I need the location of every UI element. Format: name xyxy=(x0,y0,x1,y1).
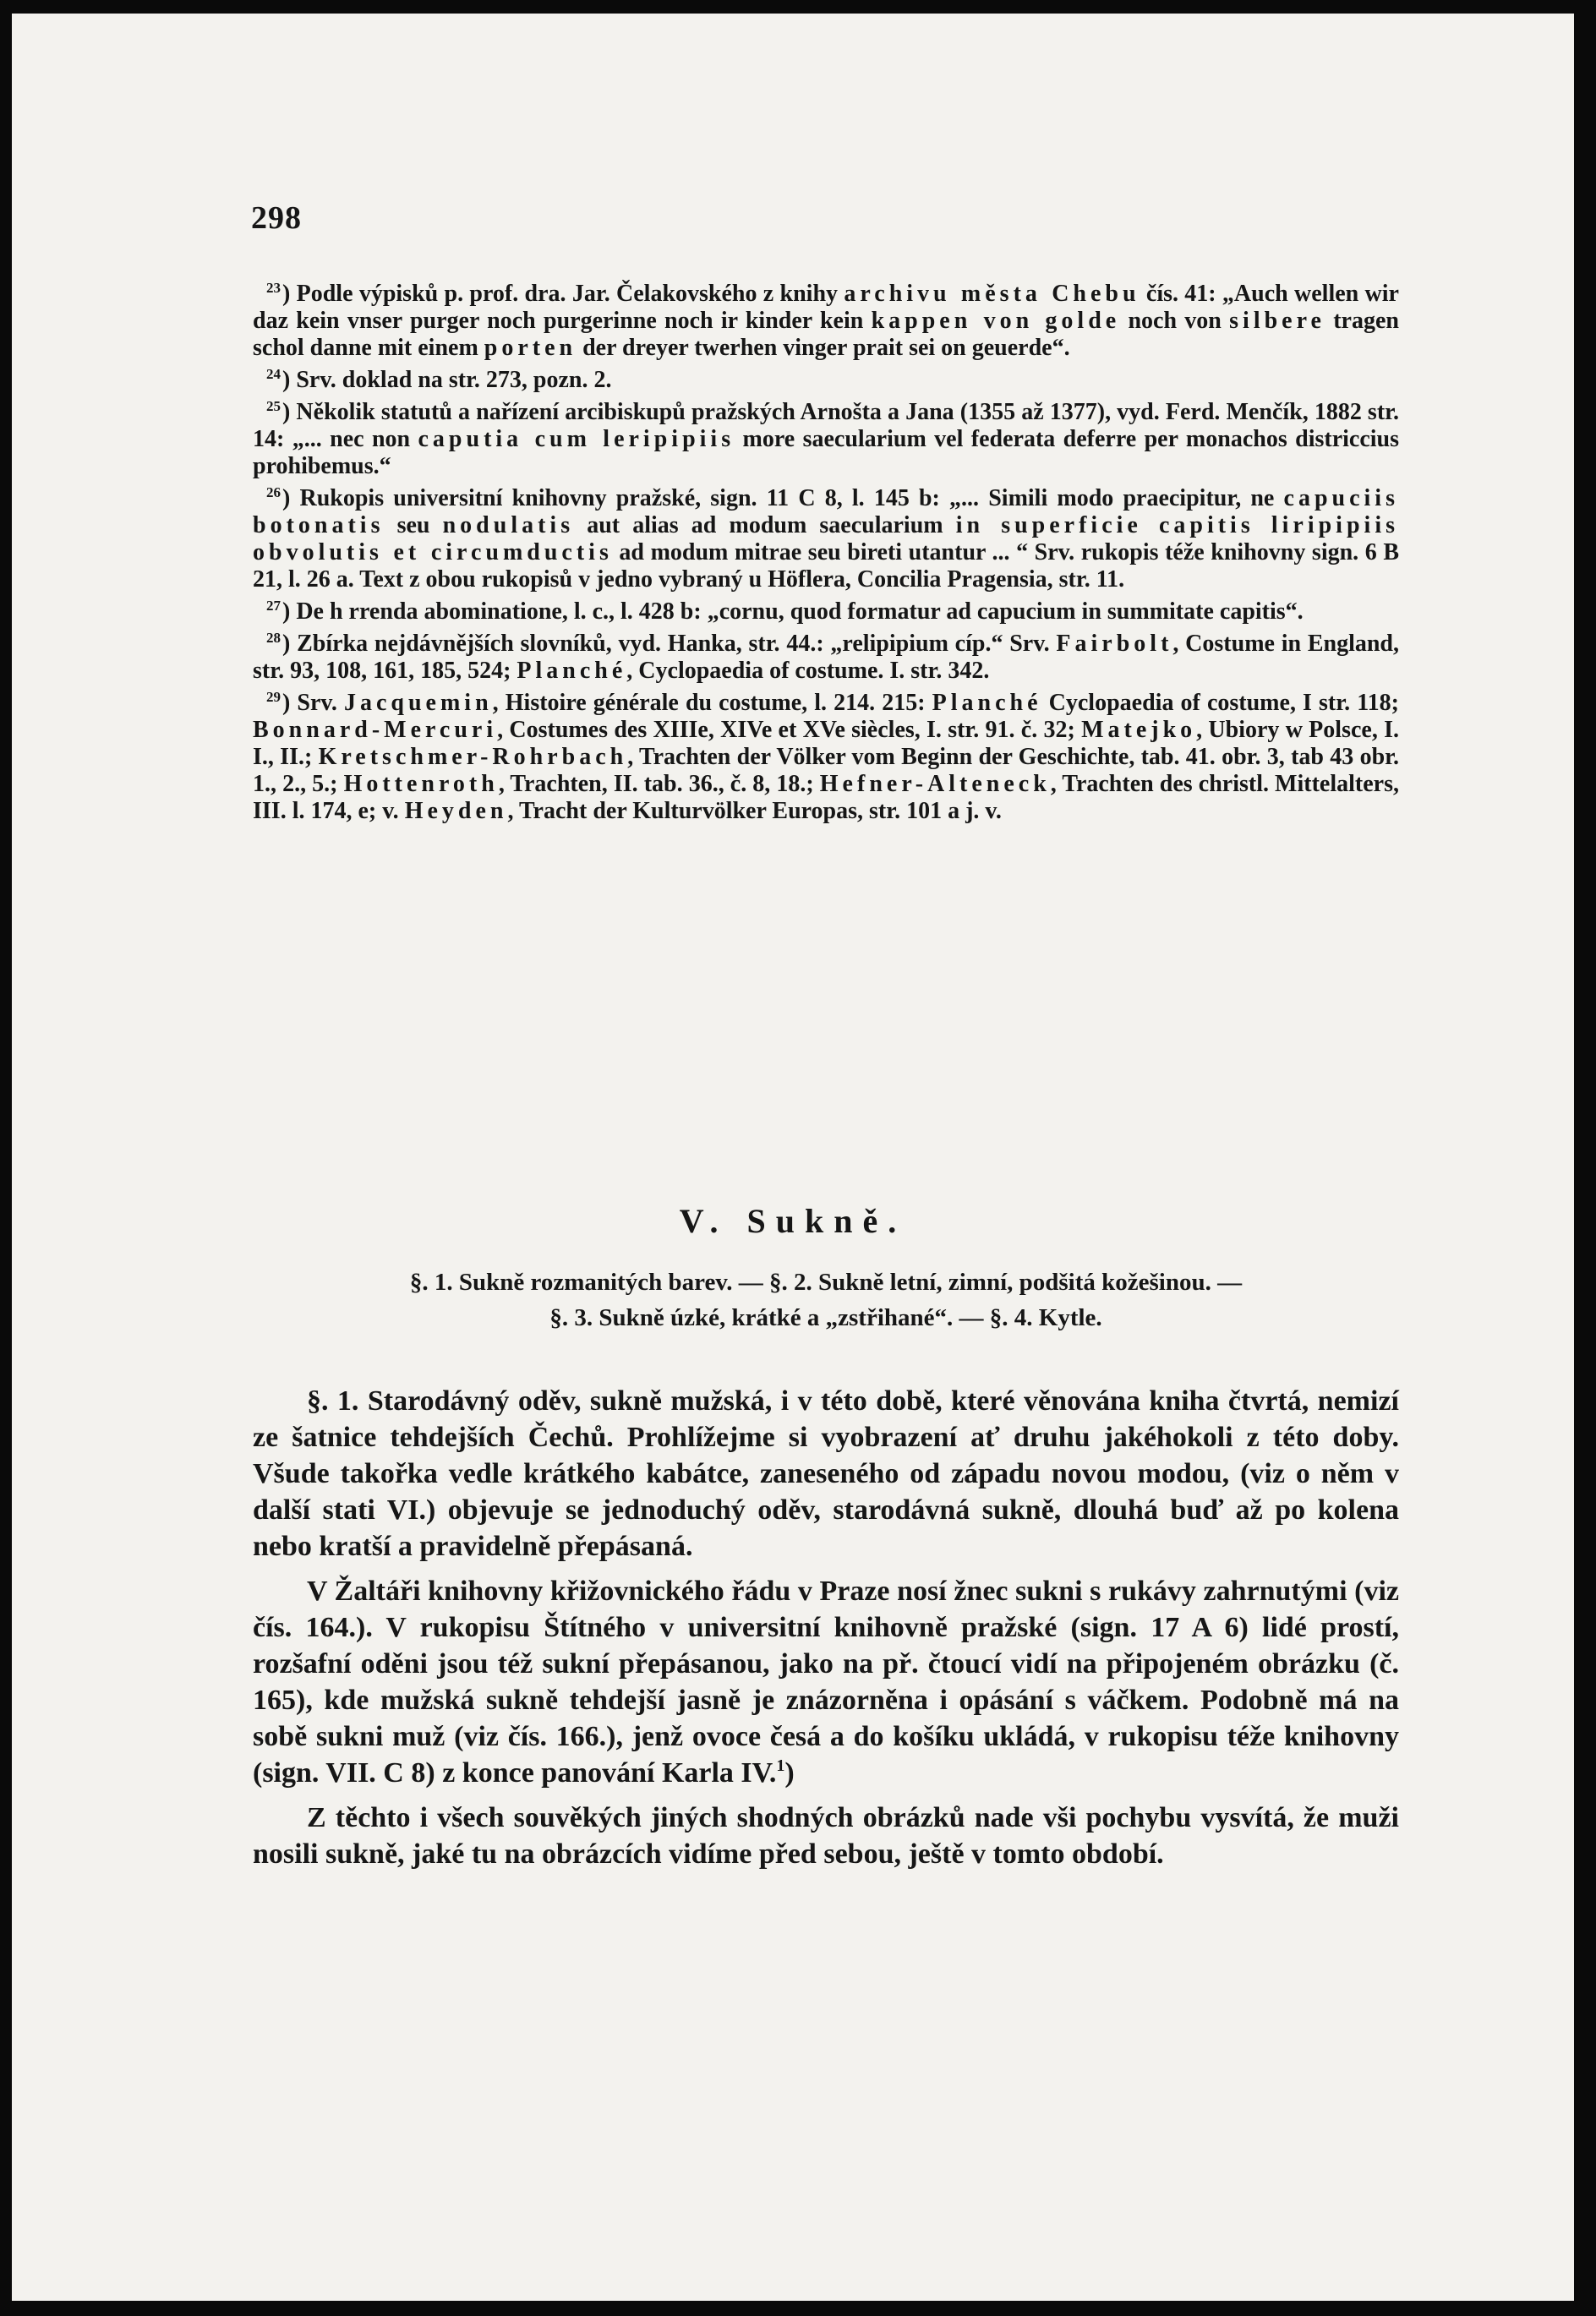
footnote-text: , Tracht der Kulturvölker Europas, str. 101 a j. v. xyxy=(507,798,1002,824)
section-summary xyxy=(253,1265,1399,1336)
footnote-text: der dreyer twerhen vinger prait sei on geuerde“. xyxy=(577,335,1070,361)
footnote xyxy=(253,598,1399,625)
footnote-text: ) Několik statutů a nařízení arcibiskupů pražských Arnošta a Jana (1355 až 1377), vyd. Ferd. Menčík, 1882 str. 14: „... nec non xyxy=(253,399,1399,452)
paragraph-text: V Žaltáři knihovny křižovnického řádu v Praze nosí žnec sukni s rukávy zahrnutými (viz čís. 164.). V rukopisu Štítného v universitní knihovně pražské (sign. 17 A 6) lidé prostí, rozšafní oděni jsou též sukní přepásanou, jako na př. čtoucí vidí na připojeném obrázku (č. 165), kde mužská sukně tehdejší jasně je znázorněna i opásání s váčkem. Podobně má na sobě sukni muž (viz čís. 166.), jenž ovoce česá a do košíku ukládá, v rukopisu téže knihovny (sign. VII. C 8) z konce panování Karla IV. xyxy=(253,1576,1399,1789)
footnote-number: 25 xyxy=(266,398,281,414)
paragraph-text: Z těchto i všech souvěkých jiných shodných obrázků nade vši pochybu vysvítá, že muži nosili sukně, jaké tu na obrázcích vidíme před sebou, ještě v tomto období. xyxy=(253,1802,1399,1870)
footnote-number: 26 xyxy=(266,484,281,500)
footnote-spaced-text: capuciis botonatis xyxy=(253,485,1399,538)
footnote-text: , Cyclopaedia of costume. I. str. 342. xyxy=(626,658,990,684)
footnote-spaced-text: nodulatis xyxy=(442,512,575,538)
footnote-spaced-text: caputia cum leripipiis xyxy=(418,426,735,452)
section-heading: V. Sukně. xyxy=(679,1202,907,1240)
footnote xyxy=(253,485,1399,593)
footnote-text: Cyclopaedia of costume, I str. 118; xyxy=(1041,690,1399,716)
footnote-text: more saecularium vel federata deferre per monachos districcius prohibemus.“ xyxy=(253,426,1399,479)
footnote-ref: 1 xyxy=(776,1756,785,1775)
footnote-text: , Costume in England, str. 93, 108, 161, 185, 524; xyxy=(253,631,1399,684)
footnote xyxy=(253,690,1399,825)
summary-line: §. 1. Sukně rozmanitých barev. — §. 2. Sukně letní, zimní, podšitá kožešinou. — xyxy=(409,1269,1243,1296)
footnote-spaced-text: in superficie capitis liripipiis obvolutis et circumductis xyxy=(253,512,1399,565)
footnote-text: , Trachten, II. tab. 36., č. 8, 18.; xyxy=(498,771,820,797)
footnote-text: tragen schol danne mit einem xyxy=(253,308,1399,361)
footnote-spaced-text: Hefner-Alteneck xyxy=(819,771,1051,797)
footnote-spaced-text: Matejko xyxy=(1081,717,1197,743)
document-page xyxy=(12,14,1574,2301)
footnote xyxy=(253,631,1399,685)
footnote xyxy=(253,281,1399,362)
summary-line: §. 3. Sukně úzké, krátké a „zstřihané“. — §. 4. Kytle. xyxy=(549,1304,1102,1331)
footnote-spaced-text: Hottenroth xyxy=(343,771,499,797)
footnote-text: ad modum mitrae seu bireti utantur ... “ Srv. rukopis téže knihovny sign. 6 B 21, l. 26 a. Text z obou rukopisů v jedno vybraný u Höflera, Concilia Pragensia, str. 11. xyxy=(253,539,1400,593)
footnote-text: čís. 41: „Auch wellen wir daz kein vnser purger noch purgerinne noch ir kinder kein xyxy=(253,281,1399,334)
paragraph-text: ) xyxy=(784,1757,795,1789)
footnote xyxy=(253,367,1399,394)
footnote-spaced-text: Kretschmer-Rohrbach xyxy=(318,744,628,770)
footnote-number: 27 xyxy=(266,598,281,614)
footnote-spaced-text: kappen von golde xyxy=(871,308,1121,334)
footnote-text: ) Srv. xyxy=(282,690,344,716)
footnote-text: aut alias ad modum saecularium xyxy=(574,512,956,538)
paragraph xyxy=(253,1573,1399,1791)
paragraph-text: §. 1. Starodávný oděv, sukně mužská, i v této době, které věnována kniha čtvrtá, nemizí ze šatnice tehdejších Čechů. Prohlížejme si vyobrazení ať druhu jakéhokoli z této doby. Všude takořka vedle krátkého kabátce, zaneseného od západu novou modou, (viz o něm v další stati VI.) objevuje se jednoduchý oděv, starodávná sukně, dlouhá buď až po kolena nebo kratší a pravidelně přepásaná. xyxy=(253,1385,1399,1562)
footnote-text: , Ubiory w Polsce, I. I., II.; xyxy=(253,717,1399,770)
footnote-spaced-text: Bonnard-Mercuri xyxy=(253,717,498,743)
footnote-spaced-text: Planché xyxy=(517,658,627,684)
footnote-spaced-text: Fairbolt xyxy=(1056,631,1173,657)
footnote-spaced-text: Jacquemin xyxy=(343,690,493,716)
footnote-spaced-text: archivu města Chebu xyxy=(844,281,1140,307)
paragraph xyxy=(253,1383,1399,1565)
footnote-spaced-text: silbere xyxy=(1229,308,1325,334)
footnote-number: 23 xyxy=(266,280,281,296)
footnote-text: , Histoire générale du costume, l. 214. 215: xyxy=(492,690,932,716)
body-text xyxy=(253,1383,1399,1881)
footnote-text: , Trachten des christl. Mittelalters, III. l. 174, e; v. xyxy=(253,771,1399,824)
footnotes-section xyxy=(253,281,1399,830)
footnote-text: seu xyxy=(384,512,443,538)
footnote-spaced-text: porten xyxy=(484,335,577,361)
footnote-text: noch von xyxy=(1120,308,1230,334)
footnote xyxy=(253,399,1399,480)
footnote-text: , Costumes des XIIIe, XIVe et XVe siècles, I. str. 91. č. 32; xyxy=(497,717,1082,743)
footnote-spaced-text: Heyden xyxy=(404,798,508,824)
footnote-number: 28 xyxy=(266,630,281,646)
footnote-text: ) Srv. doklad na str. 273, pozn. 2. xyxy=(282,367,612,393)
page-number: 298 xyxy=(251,200,302,236)
paragraph xyxy=(253,1800,1399,1872)
footnote-number: 29 xyxy=(266,689,281,705)
footnote-text: ) Zbírka nejdávnějších slovníků, vyd. Hanka, str. 44.: „relipipium cíp.“ Srv. xyxy=(282,631,1057,657)
footnote-text: ) Rukopis universitní knihovny pražské, sign. 11 C 8, l. 145 b: „... Simili modo praecipitur, ne xyxy=(282,485,1284,511)
footnote-number: 24 xyxy=(266,366,281,382)
footnote-text: ) Podle výpisků p. prof. dra. Jar. Čelakovského z knihy xyxy=(282,281,844,307)
footnote-spaced-text: Planché xyxy=(932,690,1042,716)
footnote-text: , Trachten der Völker vom Beginn der Geschichte, tab. 41. obr. 3, tab 43 obr. 1., 2., 5.; xyxy=(253,744,1399,797)
footnote-text: ) De h rrenda abominatione, l. c., l. 428 b: „cornu, quod formatur ad capucium in summitate capitis“. xyxy=(282,598,1304,625)
